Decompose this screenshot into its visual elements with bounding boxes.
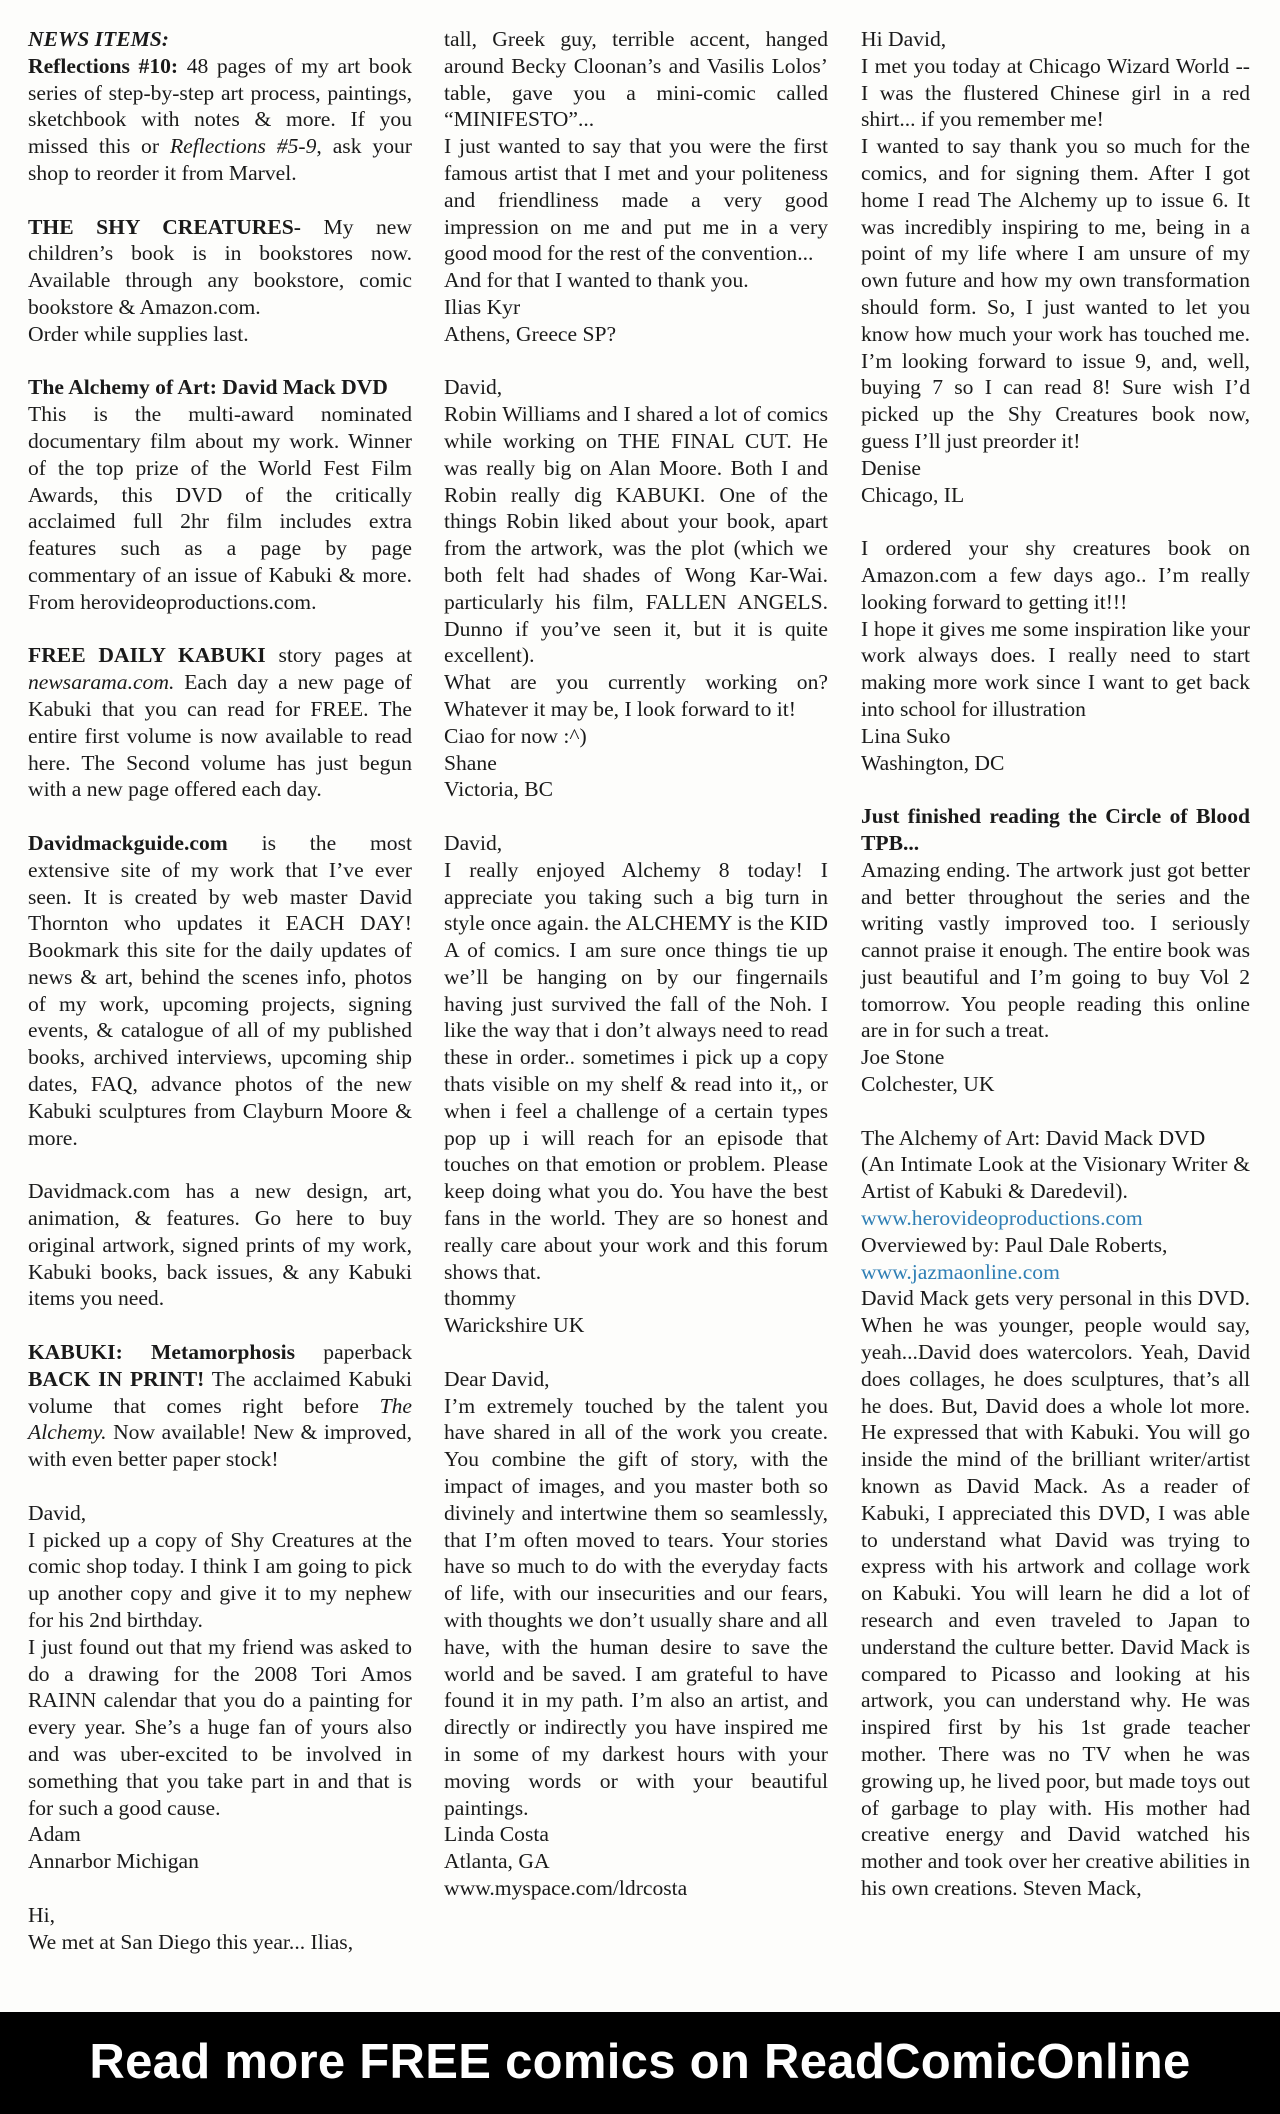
letter-signature: thommy [444, 1286, 516, 1311]
letter-signature: Ilias Kyr [444, 294, 521, 319]
letter-lina: I ordered your shy creatures book on Amazon.com a few days ago.. I’m really looking forward to getting it!!! I hope it gives me some inspiration like your work always does. I really need to start making more work since I want to get back into school for illustration Lina Suko Washington, DC [861, 536, 1250, 775]
footer-banner[interactable] [0, 2012, 1280, 2114]
metamorphosis-heading: KABUKI: Metamorphosis [28, 1340, 295, 1365]
guide-heading: Davidmackguide.com [28, 830, 228, 855]
news-dvd: The Alchemy of Art: David Mack DVD This is the multi-award nominated documentary film about my work. Winner of the top prize of the World Fest Film Awards, this DVD of the critically acclaimed full 2hr film includes extra features such as a page by page commentary of an issue of Kabuki & more. From herovideoproductions.com. [28, 375, 412, 614]
herovideo-link[interactable]: www.herovideoproductions.com [861, 1206, 1143, 1231]
letter-location: Washington, DC [861, 750, 1005, 775]
letter-signature: Linda Costa [444, 1822, 549, 1847]
circle-of-blood-heading: Just finished reading the Circle of Blood TPB... [861, 804, 1250, 855]
free-daily-heading: FREE DAILY KABUKI [28, 643, 266, 668]
column-1 [28, 26, 412, 1982]
news-metamorphosis: KABUKI: Metamorphosis paperback BACK IN PRINT! The acclaimed Kabuki volume that comes right before The Alchemy. Now available! New & improved, with even better paper stock! [28, 1340, 412, 1472]
letter-location: Victoria, BC [444, 777, 554, 802]
jazma-link[interactable]: www.jazmaonline.com [861, 1259, 1060, 1284]
news-free-daily-kabuki: FREE DAILY KABUKI story pages at newsarama.com. Each day a new page of Kabuki that you can read for FREE. The entire first volume is now available to read here. The Second volume has just begun with a new page offered each day. [28, 643, 413, 802]
review-body: David Mack gets very personal in this DVD. When he was younger, people would say, yeah...David does watercolors. Yeah, David does collages, he does sculptures, that’s all he does. But, David does a whole lot more. He expressed that with Kabuki. You will go inside the mind of the brilliant writer/artist known as David Mack. As a reader of Kabuki, I appreciated this DVD, I was able to understand what David was trying to express with his artwork and collage work on Kabuki. You will learn he did a lot of research and even traveled to Japan to understand the culture better. David Mack is compared to Picasso and looking at his artwork, you can understand why. He was inspired first by his 1st grade teacher mother. There was no TV when he was growing up, he lived poor, but made toys out of garbage to play with. His mother had creative energy and David watched his mother and took over her creative abilities in his own creations. Steven Mack, [861, 1286, 1250, 1900]
letter-location: Annarbor Michigan [28, 1849, 199, 1874]
letter-signature: Denise [861, 455, 921, 480]
letter-signature: Adam [28, 1822, 81, 1847]
dvd-review: The Alchemy of Art: David Mack DVD (An Intimate Look at the Visionary Writer & Artist of Kabuki & Daredevil). www.herovideoproductions.com Overviewed by: Paul Dale Roberts, www.jazmaonline.com David Mack gets very personal in this DVD. When he was younger, people would say, yeah...David does watercolors. Yeah, David does collages, he does sculptures, that’s all he does. But, David does a whole lot more. He expressed that with Kabuki. You will go inside the mind of the brilliant writer/artist known as David Mack. As a reader of Kabuki, I appreciated this DVD, I was able to understand what David was trying to express with his artwork and collage work on Kabuki. You will learn he did a lot of research and even traveled to Japan to understand the culture better. David Mack is compared to Picasso and looking at his artwork, you can understand why. He was inspired first by his 1st grade teacher mother. There was no TV when he was growing up, he lived poor, but made toys out of garbage to play with. His mother had creative energy and David watched his mother and took over her creative abilities in his own creations. Steven Mack, [861, 1125, 1250, 1900]
letter-signature: Shane [444, 750, 497, 775]
letter-location: Atlanta, GA [444, 1849, 550, 1874]
news-davidmackguide: Davidmackguide.com is the most extensive site of my work that I’ve ever seen. It is created by web master David Thornton who updates it EACH DAY! Bookmark this site for the daily updates of news & art, behind the scenes info, photos of my work, upcoming projects, signing events, & catalogue of all of my published books, archived interviews, upcoming ship dates, FAQ, advance photos of the new Kabuki sculptures from Clayburn Moore & more. [28, 830, 412, 1150]
letter-linda: Dear David, I’m extremely touched by the talent you have shared in all of the work you create. You combine the gift of story, with the impact of images, and you master both so divinely and intertwine them so seamlessly, that I’m often moved to tears. Your stories have so much to do with the everyday facts of life, with our insecurities and our fears, with thoughts we don’t usually share and all have, with the human desire to save the world and be saved. I am grateful to have found it in my path. I’m also an artist, and directly or indirectly you have inspired me in some of my darkest hours with your moving words or with your beautiful paintings. Linda Costa Atlanta, GA www.myspace.com/ldrcosta [444, 1366, 828, 1900]
letter-ilias-end: tall, Greek guy, terrible accent, hanged around Becky Cloonan’s and Vasilis Lolos’ table, gave you a mini-comic called “MINIFESTO”... I just wanted to say that you were the first famous artist that I met and your politeness and friendliness made a very good impression on me and put me in a very good mood for the rest of the convention... And for that I wanted to thank you. Ilias Kyr Athens, Greece SP? [444, 27, 828, 346]
reflections-heading: Reflections #10: [28, 53, 179, 78]
letter-signature: Joe Stone [861, 1045, 945, 1070]
letter-ilias-start: Hi, We met at San Diego this year... Ilias, [28, 1902, 354, 1954]
letter-denise: Hi David, I met you today at Chicago Wizard World -- I was the flustered Chinese girl in a red shirt... if you remember me! I wanted to say thank you so much for the comics, and for signing them. After I got home I read The Alchemy up to issue 6. It was incredibly inspiring to me, being in a point of my life where I am unsure of my own future and how my own transformation should form. So, I just wanted to let you know how much your work has touched me. I’m looking forward to issue 9, and, well, buying 7 so I can read 8! Sure wish I’d picked up the Shy Creatures book now, guess I’ll just preorder it! Denise Chicago, IL [861, 27, 1250, 507]
news-davidmack-site: Davidmack.com has a new design, art, animation, & features. Go here to buy original artwork, signed prints of my work, Kabuki books, back issues, & any Kabuki items you need. [28, 1179, 412, 1311]
letter-signature: Lina Suko [861, 723, 951, 748]
column-3 [861, 26, 1250, 1929]
letter-joe: Just finished reading the Circle of Blood TPB... Amazing ending. The artwork just got better and better throughout the series and the writing vastly improved too. I seriously cannot praise it enough. The entire book was just beautiful and I’m going to buy Vol 2 tomorrow. You people reading this online are in for such a treat. Joe Stone Colchester, UK [861, 804, 1250, 1097]
footer-text[interactable]: Read more FREE comics on ReadComicOnline [89, 2035, 1191, 2089]
review-title: The Alchemy of Art: David Mack DVD [861, 1125, 1206, 1150]
news-shy-creatures: THE SHY CREATURES- My new children’s book is in bookstores now. Available through any bookstore, comic bookstore & Amazon.com. Order while supplies last. [28, 214, 412, 346]
news-items-title: NEWS ITEMS: [28, 27, 170, 51]
letter-website: www.myspace.com/ldrcosta [444, 1875, 688, 1900]
letter-shane: David, Robin Williams and I shared a lot of comics while working on THE FINAL CUT. He was really big on Alan Moore. Both I and Robin really dig KABUKI. One of the things Robin liked about your book, apart from the artwork, was the plot (which we both felt had shades of Wong Kar-Wai. particularly his film, FALLEN ANGELS. Dunno if you’ve seen it, but it is quite excellent). What are you currently working on? Whatever it may be, I look forward to it! Ciao for now :^) Shane Victoria, BC [444, 375, 828, 802]
shy-creatures-heading: THE SHY CREATURES- [28, 214, 301, 239]
letter-location: Chicago, IL [861, 482, 965, 507]
column-2 [444, 26, 828, 1929]
letter-location: Warickshire UK [444, 1313, 585, 1338]
letter-thommy: David, I really enjoyed Alchemy 8 today! I appreciate you taking such a big turn in style once again. the ALCHEMY is the KID A of comics. I am sure once things tie up we’ll be hanging on by our fingernails having just survived the fall of the Noh. I like the way that i don’t always need to read these in order.. sometimes i pick up a copy thats visible on my shelf & read into it,, or when i feel a challenge of a certain types pop up i will reach for an episode that touches on that emotion or problem. Please keep doing what you do. You have the best fans in the world. They are so honest and really care about your work and this forum shows that. thommy Warickshire UK [444, 830, 828, 1338]
letter-location: Colchester, UK [861, 1072, 995, 1097]
letter-location: Athens, Greece SP? [444, 321, 617, 346]
dvd-heading: The Alchemy of Art: David Mack DVD [28, 375, 388, 400]
news-reflections: Reflections #10: 48 pages of my art book series of step-by-step art process, paintings, sketchbook with notes & more. If you missed this or Reflections #5-9, ask your shop to reorder it from Marvel. [28, 53, 412, 185]
letter-adam: David, I picked up a copy of Shy Creatures at the comic shop today. I think I am going to pick up another copy and give it to my nephew for his 2nd birthday. I just found out that my friend was asked to do a drawing for the 2008 Tori Amos RAINN calendar that you do a painting for every year. She’s a huge fan of yours also and was uber-excited to be involved in something that you take part in and that is for such a good cause. Adam Annarbor Michigan [28, 1500, 412, 1874]
